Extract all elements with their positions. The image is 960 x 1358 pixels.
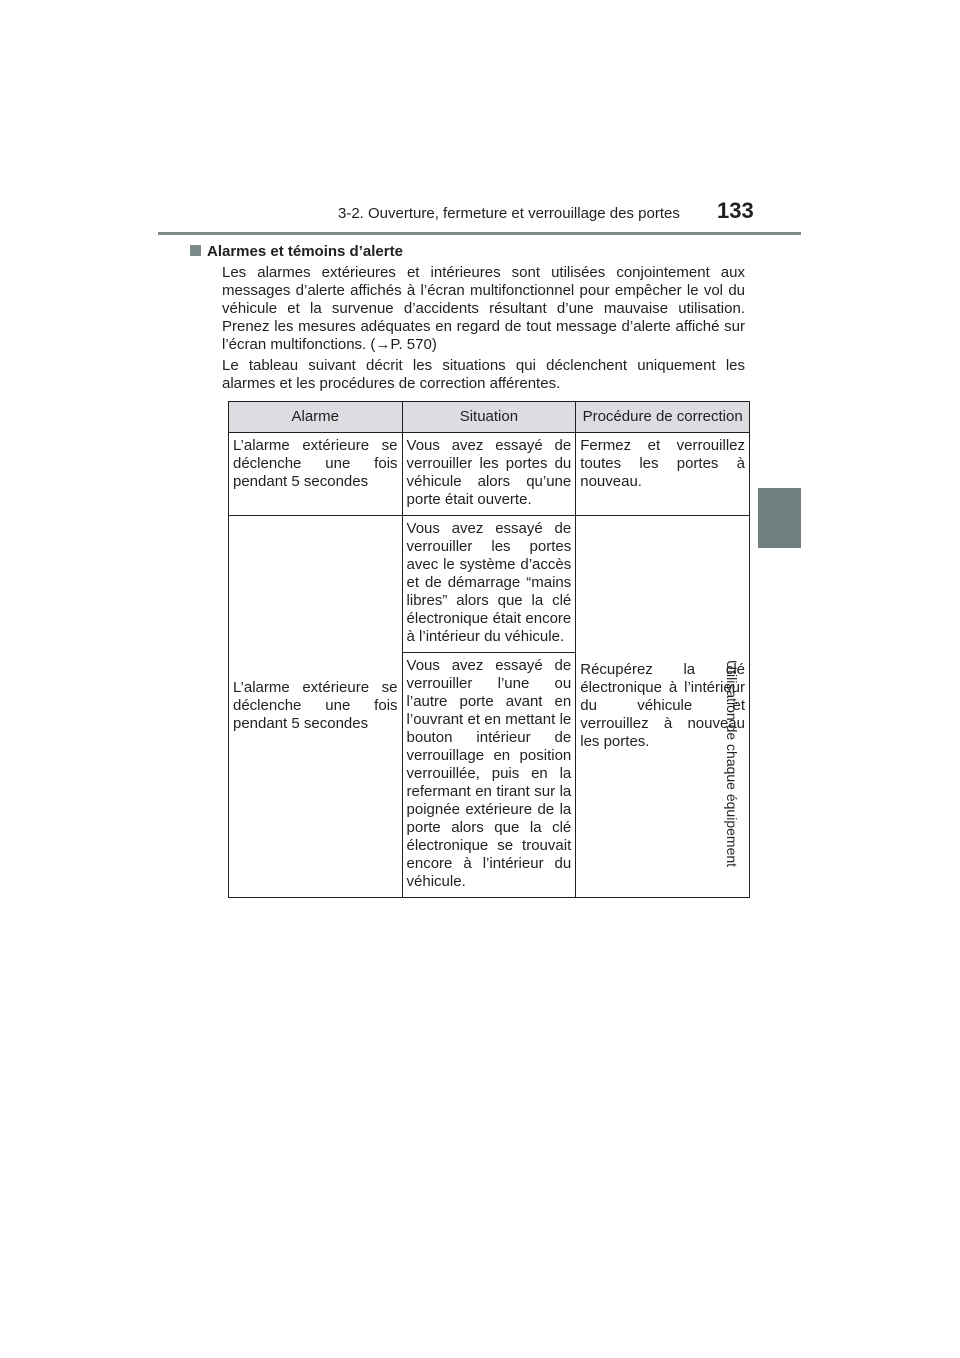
chapter-tab bbox=[758, 488, 801, 569]
table-row bbox=[229, 433, 750, 516]
table-intro-paragraph: Le tableau suivant décrit les situations qui déclenchent uniquement les alarmes et les procédures de correction afférentes. bbox=[222, 357, 745, 392]
procedure-cell: Fermez et verrouillez toutes les portes à nouveau. bbox=[576, 433, 750, 516]
section-heading bbox=[190, 243, 403, 260]
page-number: 133 bbox=[717, 198, 754, 223]
table-row bbox=[229, 516, 750, 653]
header-situation: Situation bbox=[402, 402, 576, 433]
header-divider bbox=[158, 232, 801, 235]
intro-paragraph: Les alarmes extérieures et intérieures sont utilisées conjointement aux messages d’alerte affichés à l’écran multifonctionnel pour empêcher le vol du véhicule et la survenue d’accidents résultant d’une mauvaise utilisation. Prenez les mesures adéquates en regard de tout message d’alerte affiché sur l’écran multifonctions. (→P. 570) bbox=[222, 264, 745, 353]
header-procedure: Procédure de correction bbox=[576, 402, 750, 433]
situation-cell: Vous avez essayé de verrouiller les portes du véhicule alors qu’une porte était ouverte. bbox=[402, 433, 576, 516]
chapter-number: 3 bbox=[775, 553, 784, 569]
header-alarm: Alarme bbox=[229, 402, 403, 433]
situation-cell: Vous avez essayé de verrouiller l’une ou l’autre porte avant en l’ouvrant et en mettant le bouton intérieur de verrouillage en position verrouillée, puis en la refermant en tirant sur la poignée extérieure de la porte alors que la clé électronique se trouvait encore à l’intérieur du véhicule. bbox=[402, 653, 576, 898]
alarm-cell: L’alarme extérieure se déclenche une fois pendant 5 secondes bbox=[229, 516, 403, 898]
section-title: 3-2. Ouverture, fermeture et verrouillage des portes bbox=[338, 205, 680, 222]
square-bullet-icon bbox=[190, 245, 201, 256]
alarm-table bbox=[228, 401, 750, 898]
chapter-label: Utilisation de chaque équipement bbox=[724, 660, 740, 868]
alarm-cell: L’alarme extérieure se déclenche une fois pendant 5 secondes bbox=[229, 433, 403, 516]
situation-cell: Vous avez essayé de verrouiller les portes avec le système d’accès et de démarrage “mains libres” alors que la clé électronique était encore à l’intérieur du véhicule. bbox=[402, 516, 576, 653]
procedure-cell: Récupérez la clé électronique à l’intérieur du véhicule et verrouillez à nouveau les portes. bbox=[576, 516, 750, 898]
table-header-row bbox=[229, 402, 750, 433]
section-heading-text: Alarmes et témoins d’alerte bbox=[207, 243, 403, 260]
